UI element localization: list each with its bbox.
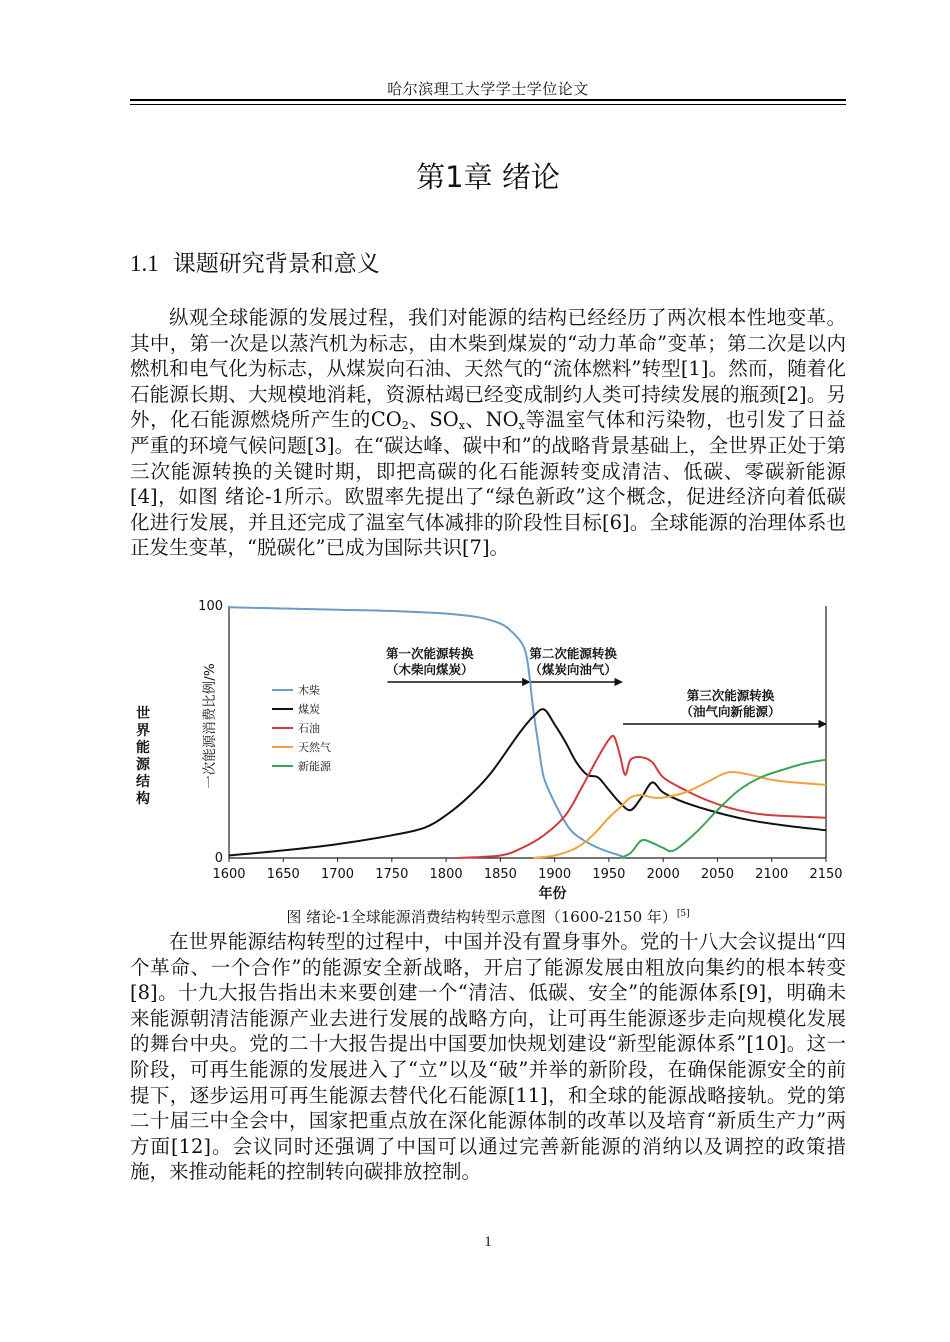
x-axis-label: 年份 xyxy=(538,886,567,902)
x-tick-label: 1700 xyxy=(320,867,355,882)
paragraph-text: 纵观全球能源的发展过程，我们对能源的结构已经经历了两次根本性地变革。其中，第一次是以蒸汽机为标志，由木柴到煤炭的“动力革命”变革；第二次是以内燃机和电气化为标志，从煤炭向石油、天然气的“流体燃料”转型[1]。然而，随着化石能源长期、大规模地消耗，资源枯竭已经变成制约人类可持续发展的瓶颈[2]。另外，化石能源燃烧所产生的 xyxy=(130,306,846,432)
annotation-subtitle: （煤炭向油气） xyxy=(529,662,617,677)
annotation-title: 第二次能源转换 xyxy=(529,646,617,661)
energy-transition-figure xyxy=(130,596,846,902)
formula-co2: $CO_2$ xyxy=(370,408,409,433)
header-rule-thin xyxy=(130,104,846,105)
header-rule-thick xyxy=(130,99,846,101)
section-title: 课题研究背景和意义 xyxy=(172,251,380,277)
y-tick-label: 100 xyxy=(198,599,223,614)
chapter-title: 第1章 绪论 xyxy=(416,160,560,194)
series-line xyxy=(229,607,625,858)
legend-label: 木柴 xyxy=(298,684,320,697)
chart-legend xyxy=(272,683,332,773)
x-tick-label: 2100 xyxy=(755,867,789,882)
running-header: 哈尔滨理工大学学士学位论文 xyxy=(387,80,589,98)
side-label xyxy=(136,706,151,807)
x-tick-label: 2150 xyxy=(809,867,843,882)
paragraph-text: 等温室气体和污染物，也引发了日益严重的环境气候问题[3]。在“碳达峰、碳中和”的战略背景基础上，全世界正处于第三次能源转换的关键时期，即把高碳的化石能源转变成清洁、低碳、零碳新能源[4]，如图 绪论-1所示。欧盟率先提出了“绿色新政”这个概念，促进经济向着低碳化进行发展，并且还完成了温室气体减排的阶段性目标[6]。全球能源的治理体系也正发生变革，“脱碳化”已成为国际共识[7]。 xyxy=(130,408,846,560)
legend-label: 石油 xyxy=(298,722,320,735)
legend-label: 煤炭 xyxy=(298,703,320,716)
side-label-char: 源 xyxy=(136,757,150,773)
legend-label: 新能源 xyxy=(298,760,331,773)
section-heading xyxy=(130,245,380,278)
page-number: 1 xyxy=(484,1234,492,1250)
x-tick-label: 1650 xyxy=(266,867,300,882)
x-tick-label: 1950 xyxy=(592,867,626,882)
side-label-char: 构 xyxy=(136,791,150,807)
y-tick-label: 0 xyxy=(214,851,223,866)
formula-nox: $NO_x$ xyxy=(485,408,525,433)
side-label-char: 世 xyxy=(136,706,150,722)
side-label-char: 结 xyxy=(136,774,150,790)
energy-chart xyxy=(130,596,846,902)
side-label-char: 界 xyxy=(136,723,150,739)
x-tick-label: 1750 xyxy=(375,867,409,882)
annotation-title: 第三次能源转换 xyxy=(686,688,775,703)
y-axis-label: 一次能源消费比例/% xyxy=(202,663,218,789)
caption-reference: [5] xyxy=(676,909,690,919)
legend-label: 天然气 xyxy=(298,741,331,754)
side-label-char: 能 xyxy=(136,740,150,756)
paragraph-china-policy: 在世界能源结构转型的过程中，中国并没有置身事外。党的十八大会议提出“四个革命、一个合作”的能源安全新战略，开启了能源发展由粗放向集约的根本转变[8]。十九大报告指出未来要创建一个“清洁、低碳、安全”的能源体系[9]，明确未来能源朝清洁能源产业去进行发展的战略方向，让可再生能源逐步走向规模化发展的舞台中央。党的二十大报告提出中国要加快规划建设“新型能源体系”[10]。这一阶段，可再生能源的发展进入了“立”以及“破”并举的新阶段，在确保能源安全的前提下，逐步运用可再生能源去替代化石能源[11]，和全球的能源战略接轨。党的第二十届三中全会中，国家把重点放在深化能源体制的改革以及培育“新质生产力”两方面[12]。会议同时还强调了中国可以通过完善新能源的消纳以及调控的政策措施，来推动能耗的控制转向碳排放控制。 xyxy=(130,930,846,1184)
x-tick-label: 1900 xyxy=(538,867,572,882)
x-tick-label: 1850 xyxy=(483,867,517,882)
section-number: 1.1 xyxy=(130,251,159,276)
formula-sox: $SO_x$ xyxy=(429,408,465,433)
annotation-subtitle: （油气向新能源） xyxy=(680,704,781,719)
chart-annotations xyxy=(386,646,826,724)
x-tick-label: 1800 xyxy=(429,867,463,882)
x-tick-label: 2000 xyxy=(646,867,680,882)
annotation-title: 第一次能源转换 xyxy=(386,646,474,661)
paragraph-background: 纵观全球能源的发展过程，我们对能源的结构已经经历了两次根本性地变革。其中，第一次是以蒸汽机为标志，由木柴到煤炭的“动力革命”变革；第二次是以内燃机和电气化为标志，从煤炭向石油、天然气的“流体燃料”转型[1]。然而，随着化石能源长期、大规模地消耗，资源枯竭已经变成制约人类可持续发展的瓶颈[2]。另外，化石能源燃烧所产生的$CO_2$、$SO_x$、$NO_x$等温室气体和污染物，也引发了日益严重的环境气候问题[3]。在“碳达峰、碳中和”的战略背景基础上，全世界正处于第三次能源转换的关键时期，即把高碳的化石能源转变成清洁、低碳、零碳新能源[4]，如图 绪论-1所示。欧盟率先提出了“绿色新政”这个概念，促进经济向着低碳化进行发展，并且还完成了温室气体减排的阶段性目标[6]。全球能源的治理体系也正发生变革，“脱碳化”已成为国际共识[7]。 xyxy=(130,306,846,560)
figure-caption: 图 绪论-1全球能源消费结构转型示意图（1600-2150 年）[5] xyxy=(286,908,690,926)
x-tick-label: 2050 xyxy=(700,867,735,882)
annotation-subtitle: （木柴向煤炭） xyxy=(386,662,474,677)
x-tick-label: 1600 xyxy=(212,867,246,882)
